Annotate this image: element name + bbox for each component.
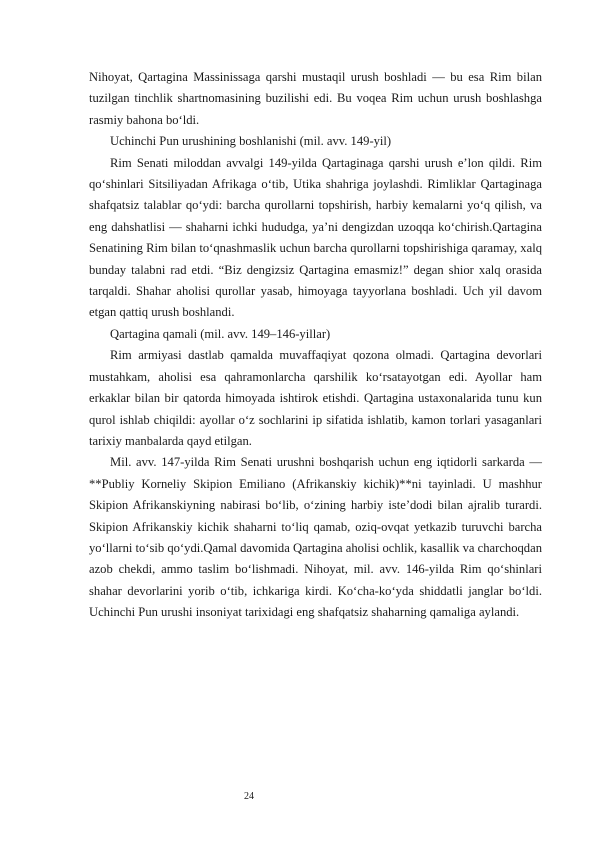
paragraph-scipio: Mil. avv. 147-yilda Rim Senati urushni boshqarish uchun eng iqtidorli sarkarda — **Publiy Korneliy Skipion Emiliano (Afrikanskiy kichik)**ni tayinladi. U mashhur Skipion Afrikanskiyning nabirasi bo‘lib, o‘zining harbiy iste’dodi bilan ajralib turardi. Skipion Afrikanskiy kichik shaharni to‘liq qamab, oziq-ovqat yetkazib turuvchi barcha yo‘llarni to‘sib qo‘ydi.Qamal davomida Qartagina aholisi ochlik, kasallik va charchoqdan azob chekdi, ammo taslim bo‘lishmadi. Nihoyat, mil. avv. 146-yilda Rim qo‘shinlari shahar devorlarini yorib o‘tib, ichkariga kirdi. Ko‘cha-ko‘yda shiddatli janglar bo‘ldi. Uchinchi Pun urushi insoniyat tarixidagi eng shafqatsiz shaharning qamaliga aylandi. [89, 455, 542, 620]
paragraph-senate-declaration: Rim Senati miloddan avvalgi 149-yilda Qartaginaga qarshi urush e’lon qildi. Rim qo‘shinlari Sitsiliyadan Afrikaga o‘tib, Utika shahriga joylashdi. Rimliklar Qartaginaga shafqatsiz talablar qo‘ydi: barcha qurollarni topshirish, harbiy kemalarni yo‘q qilish, va eng dahshatlisi — shaharni ichki hududga, ya’ni dengizdan uzoqqa ko‘chirish.Qartagina Senatining Rim bilan to‘qnashmaslik uchun barcha qurollarni topshirishiga qaramay, xalq bunday talabni rad etdi. “Biz dengizsiz Qartagina emasmiz!” degan shior xalq orasida tarqaldi. Shahar aholisi qurollar yasab, himoyaga tayyorlana boshladi. Uch yil davom etgan qattiq urush boshlandi. [89, 155, 542, 320]
paragraph-intro: Nihoyat, Qartagina Massinissaga qarshi mustaqil urush boshladi — bu esa Rim bilan tuzilgan tinchlik shartnomasining buzilishi edi. Bu voqea Rim uchun urush boshlashga rasmiy bahona bo‘ldi. [89, 70, 542, 127]
paragraph-siege-defense: Rim armiyasi dastlab qamalda muvaffaqiyat qozona olmadi. Qartagina devorlari mustahkam, aholisi esa qahramonlarcha qarshilik ko‘rsatayotgan edi. Ayollar ham erkaklar bilan bir qatorda himoyada ishtirok etishdi. Qartagina ustaxonalarida tunu kun qurol ishlab chiqildi: ayollar o‘z sochlarini ip sifatida ishlatib, kamon torlari yasaganlari tarixiy manbalarda qayd etilgan. [89, 348, 542, 448]
document-body [89, 67, 542, 624]
page-number: 24 [244, 791, 254, 802]
section-heading-siege: Qartagina qamali (mil. avv. 149–146-yillar) [110, 326, 331, 341]
section-heading-war-start: Uchinchi Pun urushining boshlanishi (mil. avv. 149-yil) [110, 134, 392, 149]
